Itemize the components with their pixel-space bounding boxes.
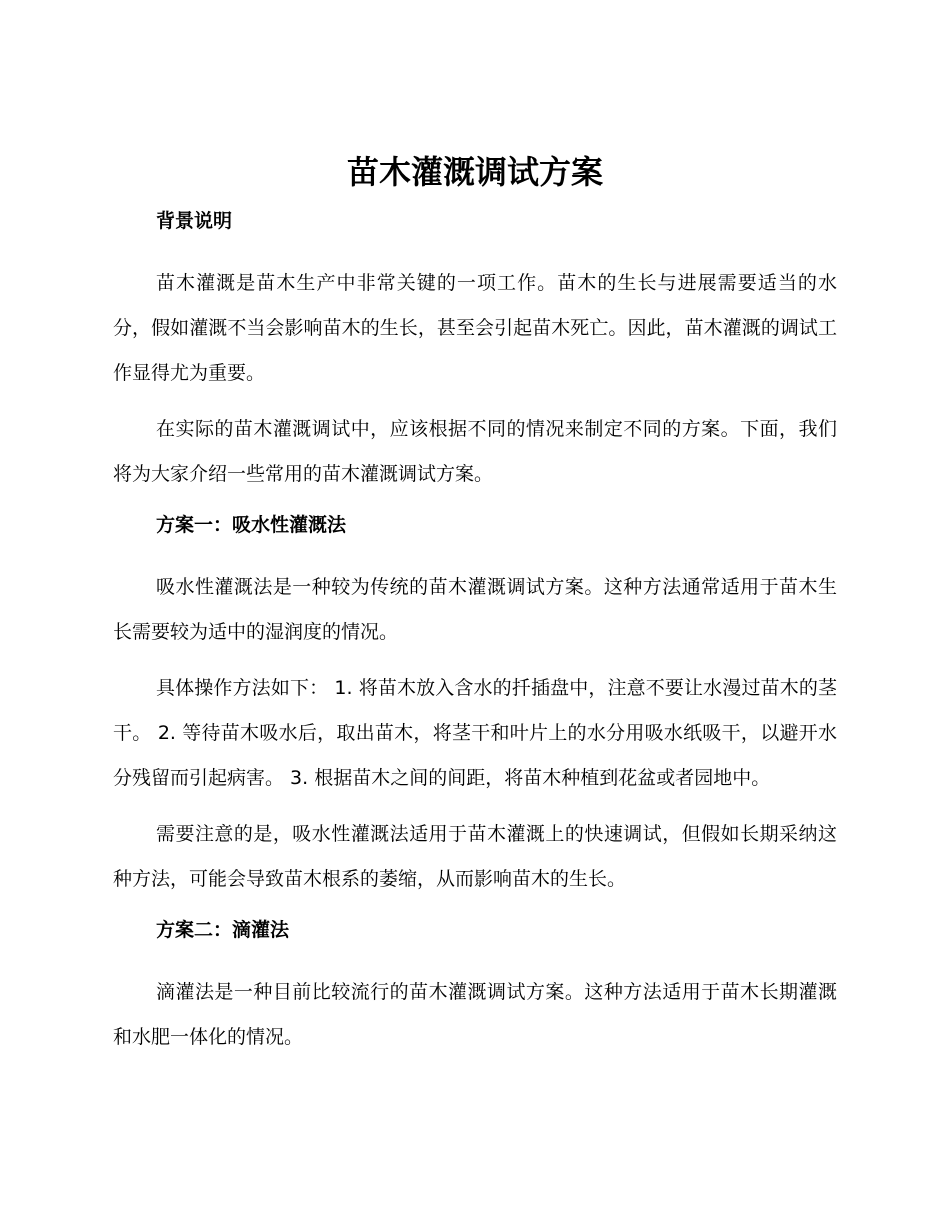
paragraph: 苗木灌溉是苗木生产中非常关键的一项工作。苗木的生长与进展需要适当的水分，假如灌溉不当会影响苗木的生长，甚至会引起苗木死亡。因此，苗木灌溉的调试工作显得尤为重要。 [113, 272, 837, 384]
section-plan-two [113, 913, 837, 1060]
section-plan-one [113, 508, 837, 902]
section-heading: 方案二：滴灌法 [156, 919, 290, 941]
paragraph: 在实际的苗木灌溉调试中，应该根据不同的情况来制定不同的方案。下面，我们将为大家介绍一些常用的苗木灌溉调试方案。 [113, 418, 837, 485]
paragraph: 需要注意的是，吸水性灌溉法适用于苗木灌溉上的快速调试，但假如长期采纳这种方法，可能会导致苗木根系的萎缩，从而影响苗木的生长。 [113, 823, 837, 890]
section-background [113, 204, 837, 497]
document-body [113, 204, 837, 1071]
paragraph: 滴灌法是一种目前比较流行的苗木灌溉调试方案。这种方法适用于苗木长期灌溉和水肥一体化的情况。 [113, 981, 837, 1048]
document-title: 苗木灌溉调试方案 [346, 153, 603, 191]
section-heading: 背景说明 [156, 210, 233, 232]
section-heading: 方案一：吸水性灌溉法 [156, 514, 347, 536]
paragraph: 吸水性灌溉法是一种较为传统的苗木灌溉调试方案。这种方法通常适用于苗木生长需要较为适中的湿润度的情况。 [113, 576, 837, 643]
paragraph: 具体操作方法如下： 1. 将苗木放入含水的扦插盘中，注意不要让水漫过苗木的茎干。 2. 等待苗木吸水后，取出苗木，将茎干和叶片上的水分用吸水纸吸干，以避开水分残留而引起病害。 3. 根据苗木之间的间距，将苗木种植到花盆或者园地中。 [113, 677, 837, 789]
